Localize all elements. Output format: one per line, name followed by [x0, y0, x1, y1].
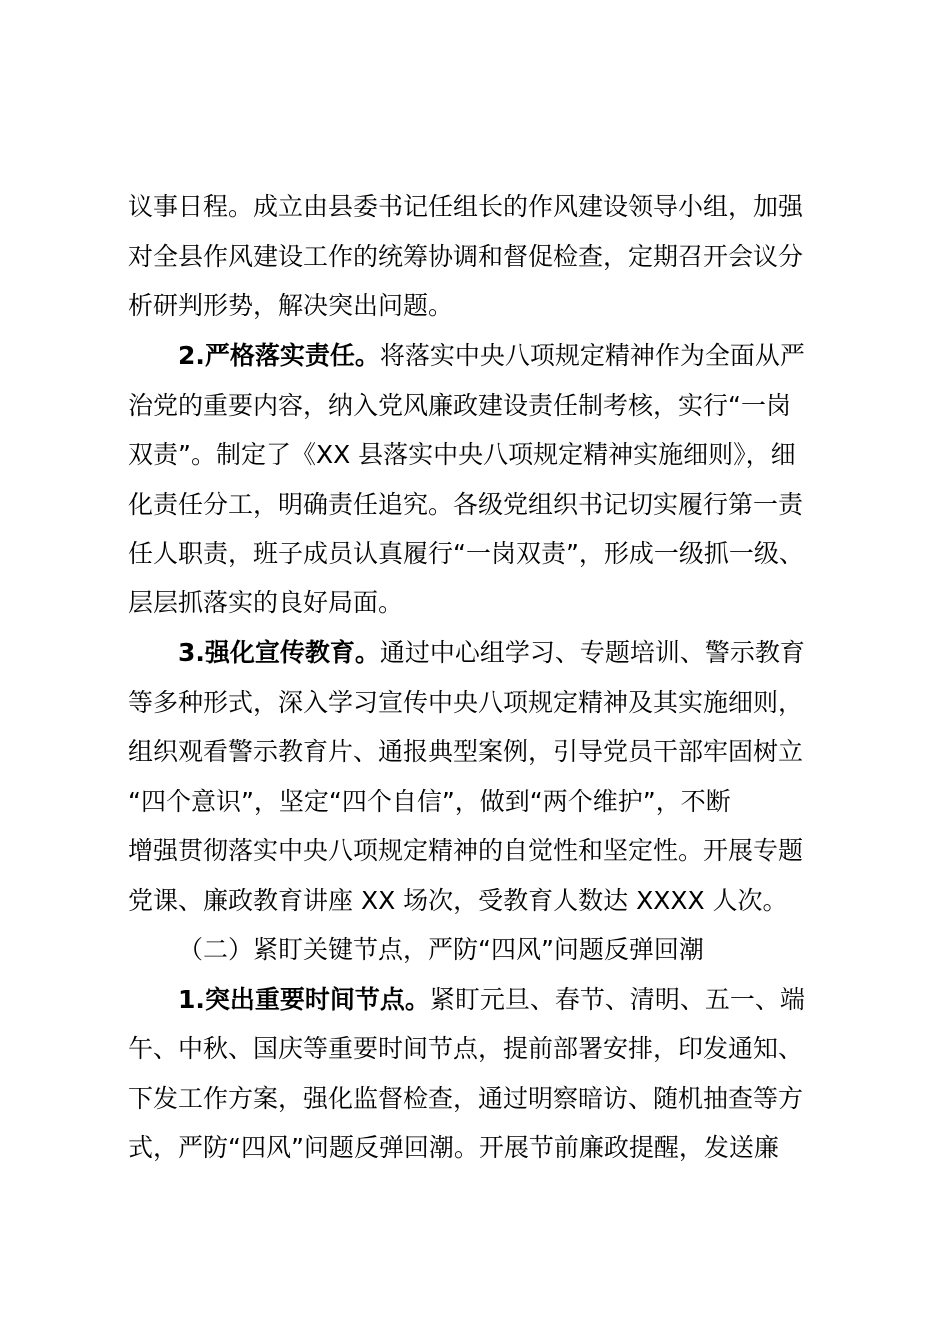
line-text: “四个意识”，坚定“四个自信”，做到“两个维护”，不断	[128, 787, 731, 816]
text-line	[0, 826, 950, 876]
text-line	[0, 876, 950, 926]
line-text: 层层抓落实的良好局面。	[128, 588, 404, 617]
text-line	[0, 727, 950, 777]
paragraph-heading: 1.突出重要时间节点。	[178, 985, 430, 1014]
line-text: （二）紧盯关键节点，严防“四风”问题反弹回潮	[178, 935, 704, 964]
text-line	[0, 480, 950, 530]
line-text: 通过中心组学习、专题培训、警示教育	[379, 638, 805, 667]
text-line	[0, 1024, 950, 1074]
line-text: 增强贯彻落实中央八项规定精神的自觉性和坚定性。开展专题	[128, 836, 804, 865]
text-line	[0, 381, 950, 431]
line-text: 式，严防“四风”问题反弹回潮。开展节前廉政提醒，发送廉	[128, 1133, 779, 1162]
text-line	[0, 1074, 950, 1124]
line-text: 等多种形式，深入学习宣传中央八项规定精神及其实施细则，	[128, 688, 804, 717]
text-line	[0, 331, 950, 381]
paragraph-start	[178, 975, 805, 1025]
line-text: 将落实中央八项规定精神作为全面从严	[379, 341, 805, 370]
paragraph-start	[178, 331, 805, 381]
line-text: 下发工作方案，强化监督检查，通过明察暗访、随机抽查等方	[128, 1084, 804, 1113]
line-text: 任人职责，班子成员认真履行“一岗双责”，形成一级抓一级、	[128, 539, 804, 568]
line-text: 双责”。制定了《XX 县落实中央八项规定精神实施细则》，细	[128, 440, 796, 469]
paragraph-heading: 3.强化宣传教育。	[178, 638, 380, 667]
line-text: 化责任分工，明确责任追究。各级党组织书记切实履行第一责	[128, 490, 804, 519]
text-line	[0, 232, 950, 282]
line-text: 议事日程。成立由县委书记任组长的作风建设领导小组，加强	[128, 192, 804, 221]
text-line	[0, 578, 950, 628]
paragraph-heading: 2.严格落实责任。	[178, 341, 380, 370]
text-line	[0, 529, 950, 579]
text-line	[0, 628, 950, 678]
paragraph-start	[178, 628, 805, 678]
text-line	[0, 281, 950, 331]
text-line	[0, 777, 950, 827]
line-text: 组织观看警示教育片、通报典型案例，引导党员干部牢固树立	[128, 737, 804, 766]
text-line	[0, 678, 950, 728]
line-text: 紧盯元旦、春节、清明、五一、端	[429, 985, 805, 1014]
line-text: 对全县作风建设工作的统筹协调和督促检查，定期召开会议分	[128, 242, 804, 271]
text-line	[0, 430, 950, 480]
text-line	[0, 975, 950, 1025]
line-text: 治党的重要内容，纳入党风廉政建设责任制考核，实行“一岗	[128, 391, 791, 420]
line-text: 午、中秋、国庆等重要时间节点，提前部署安排，印发通知、	[128, 1034, 804, 1063]
text-line	[0, 1123, 950, 1173]
line-text: 析研判形势，解决突出问题。	[128, 291, 454, 320]
section-heading	[0, 925, 950, 975]
text-line	[0, 182, 950, 232]
line-text: 党课、廉政教育讲座 XX 场次，受教育人数达 XXXX 人次。	[128, 886, 788, 915]
